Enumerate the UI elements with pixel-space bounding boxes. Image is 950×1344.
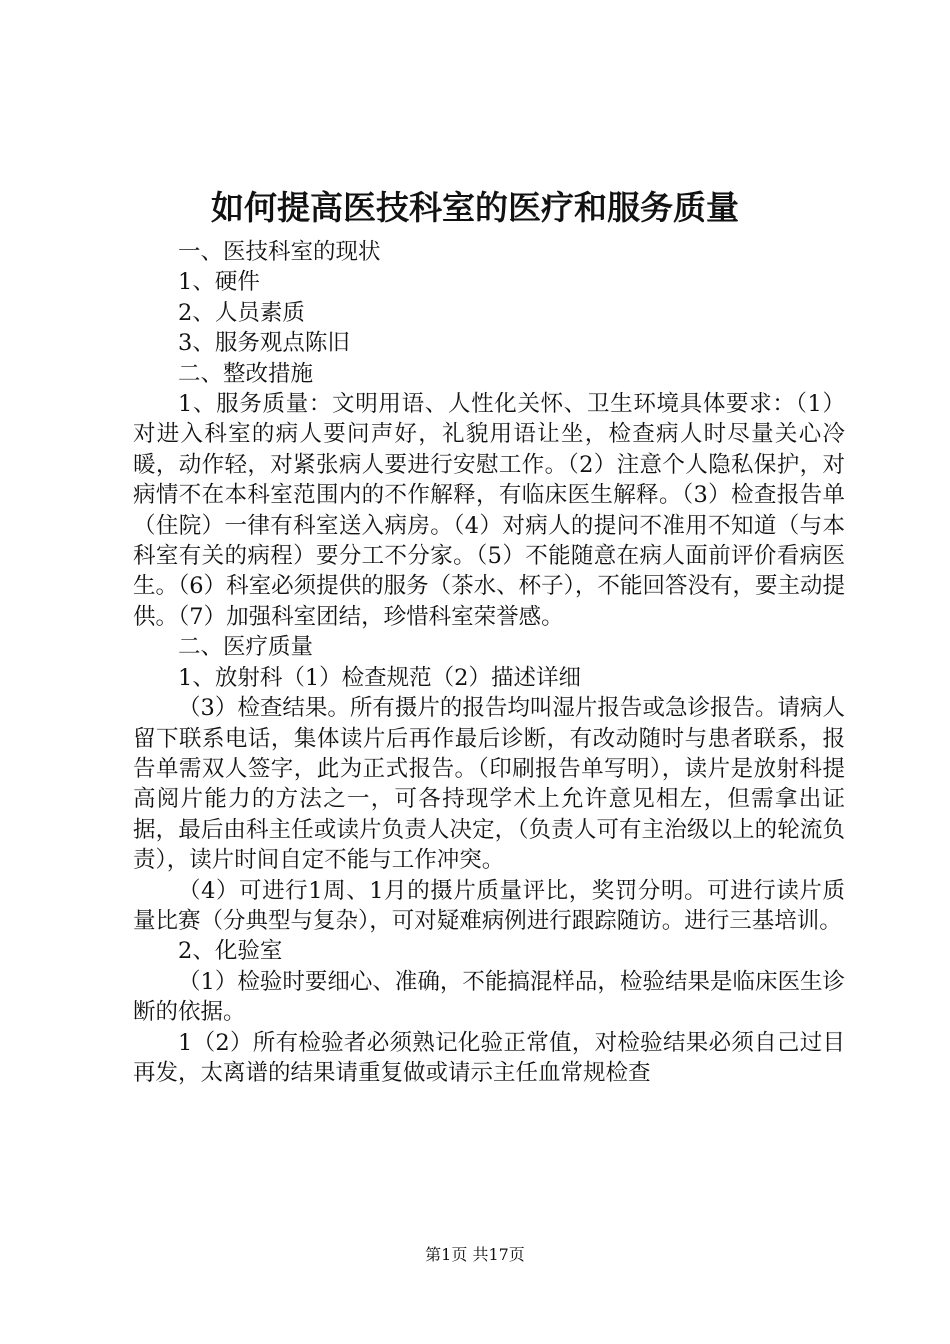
- paragraph: （4）可进行1周、1月的摄片质量评比，奖罚分明。可进行读片质量比赛（分典型与复杂），可对疑难病例进行跟踪随访。进行三基培训。: [133, 877, 845, 934]
- document-body: [133, 237, 845, 1088]
- paragraph: 1（2）所有检验者必须熟记化验正常值，对检验结果必须自己过目再发，太离谱的结果请重复做或请示主任血常规检查: [133, 1029, 845, 1086]
- paragraph: 1、服务质量：文明用语、人性化关怀、卫生环境具体要求：（1）对进入科室的病人要问声好，礼貌用语让坐，检查病人时尽量关心冷暖，动作轻，对紧张病人要进行安慰工作。（2）注意个人隐私保护，对病情不在本科室范围内的不作解释，有临床医生解释。（3）检查报告单（住院）一律有科室送入病房。（4）对病人的提问不准用不知道（与本科室有关的病程）要分工不分家。（5）不能随意在病人面前评价看病医生。（6）科室必须提供的服务（茶水、杯子），不能回答没有，要主动提供。（7）加强科室团结，珍惜科室荣誉感。: [133, 391, 845, 630]
- paragraph: （3）检查结果。所有摄片的报告均叫湿片报告或急诊报告。请病人留下联系电话，集体读片后再作最后诊断，有改动随时与患者联系，报告单需双人签字，此为正式报告。（印刷报告单写明），读片是放射科提高阅片能力的方法之一，可各持现学术上允许意见相左，但需拿出证据，最后由科主任或读片负责人决定，（负责人可有主治级以上的轮流负责），读片时间自定不能与工作冲突。: [133, 695, 845, 874]
- list-item: 2、人员素质: [178, 299, 305, 326]
- section-heading: 二、整改措施: [178, 360, 314, 387]
- section-heading: 二、医疗质量: [178, 634, 314, 661]
- paragraph: （1）检验时要细心、准确，不能搞混样品，检验结果是临床医生诊断的依据。: [133, 968, 845, 1026]
- list-item: 3、服务观点陈旧: [178, 330, 350, 357]
- paragraph: 1、放射科（1）检查规范（2）描述详细: [178, 664, 581, 691]
- list-item: 1、硬件: [178, 269, 260, 296]
- section-heading: 一、医技科室的现状: [178, 239, 381, 265]
- section-heading: 2、化验室: [178, 938, 283, 965]
- document-title: 如何提高医技科室的医疗和服务质量: [211, 188, 739, 227]
- page-footer: 第1页 共17页: [425, 1245, 525, 1264]
